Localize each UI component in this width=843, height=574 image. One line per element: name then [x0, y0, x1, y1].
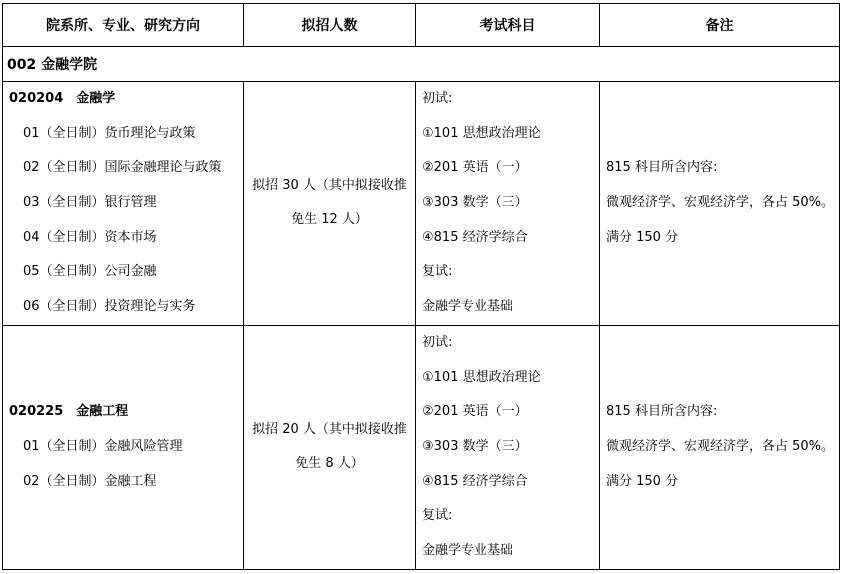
- subjects-cell: [416, 325, 600, 569]
- subject-item: ①101 思想政治理论: [422, 369, 541, 385]
- note-item: 815 科目所含内容:: [606, 404, 718, 420]
- direction-item: 06（全日制）投资理论与实务: [23, 299, 196, 315]
- subject-item: ①101 思想政治理论: [422, 125, 541, 141]
- table-row: [3, 82, 840, 326]
- subject-item: 复试:: [422, 264, 453, 280]
- subject-item: ②201 英语（一）: [422, 160, 528, 176]
- subject-item: ④815 经济学综合: [422, 473, 528, 489]
- quota-text: 拟招 30 人（其中拟接收推免生 12 人）: [252, 178, 407, 228]
- quota-cell: [244, 82, 416, 326]
- note-item: 满分 150 分: [606, 473, 679, 489]
- direction-item: 05（全日制）公司金融: [23, 264, 157, 280]
- direction-item: 02（全日制）金融工程: [23, 473, 157, 489]
- major-cell: [3, 325, 244, 569]
- table-row: [3, 325, 840, 569]
- header-direction: 院系所、专业、研究方向: [3, 4, 244, 47]
- department-row: [3, 47, 840, 82]
- header-notes: 备注: [600, 4, 840, 47]
- note-item: 815 科目所含内容:: [606, 160, 718, 176]
- major-cell: [3, 82, 244, 326]
- subject-item: 复试:: [422, 508, 453, 524]
- header-quota: 拟招人数: [244, 4, 416, 47]
- direction-item: 01（全日制）金融风险管理: [23, 438, 183, 454]
- direction-item: 03（全日制）银行管理: [23, 195, 157, 211]
- major-code-name: 020225 金融工程: [9, 404, 129, 420]
- direction-item: 04（全日制）资本市场: [23, 229, 157, 245]
- subjects-cell: [416, 82, 600, 326]
- subject-item: ④815 经济学综合: [422, 229, 528, 245]
- subject-item: 初试:: [422, 91, 453, 106]
- subject-item: ②201 英语（一）: [422, 404, 528, 420]
- department-name: 002 金融学院: [3, 47, 840, 82]
- notes-cell: [600, 325, 840, 569]
- subject-item: ③303 数学（三）: [422, 195, 528, 211]
- direction-item: 01（全日制）货币理论与政策: [23, 125, 196, 141]
- note-item: 微观经济学、宏观经济学，各占 50%。: [606, 195, 835, 211]
- major-code-name: 020204 金融学: [9, 91, 116, 106]
- quota-cell: [244, 325, 416, 569]
- note-item: 满分 150 分: [606, 229, 679, 245]
- header-subjects: 考试科目: [416, 4, 600, 47]
- note-item: 微观经济学、宏观经济学，各占 50%。: [606, 438, 835, 454]
- subject-item: ③303 数学（三）: [422, 438, 528, 454]
- subject-item: 初试:: [422, 334, 453, 350]
- quota-text: 拟招 20 人（其中拟接收推免生 8 人）: [252, 422, 407, 472]
- direction-item: 02（全日制）国际金融理论与政策: [23, 160, 222, 176]
- subject-item: 金融学专业基础: [422, 542, 514, 558]
- header-row: [3, 4, 840, 47]
- subject-item: 金融学专业基础: [422, 299, 514, 315]
- admissions-table: [2, 3, 840, 570]
- notes-cell: [600, 82, 840, 326]
